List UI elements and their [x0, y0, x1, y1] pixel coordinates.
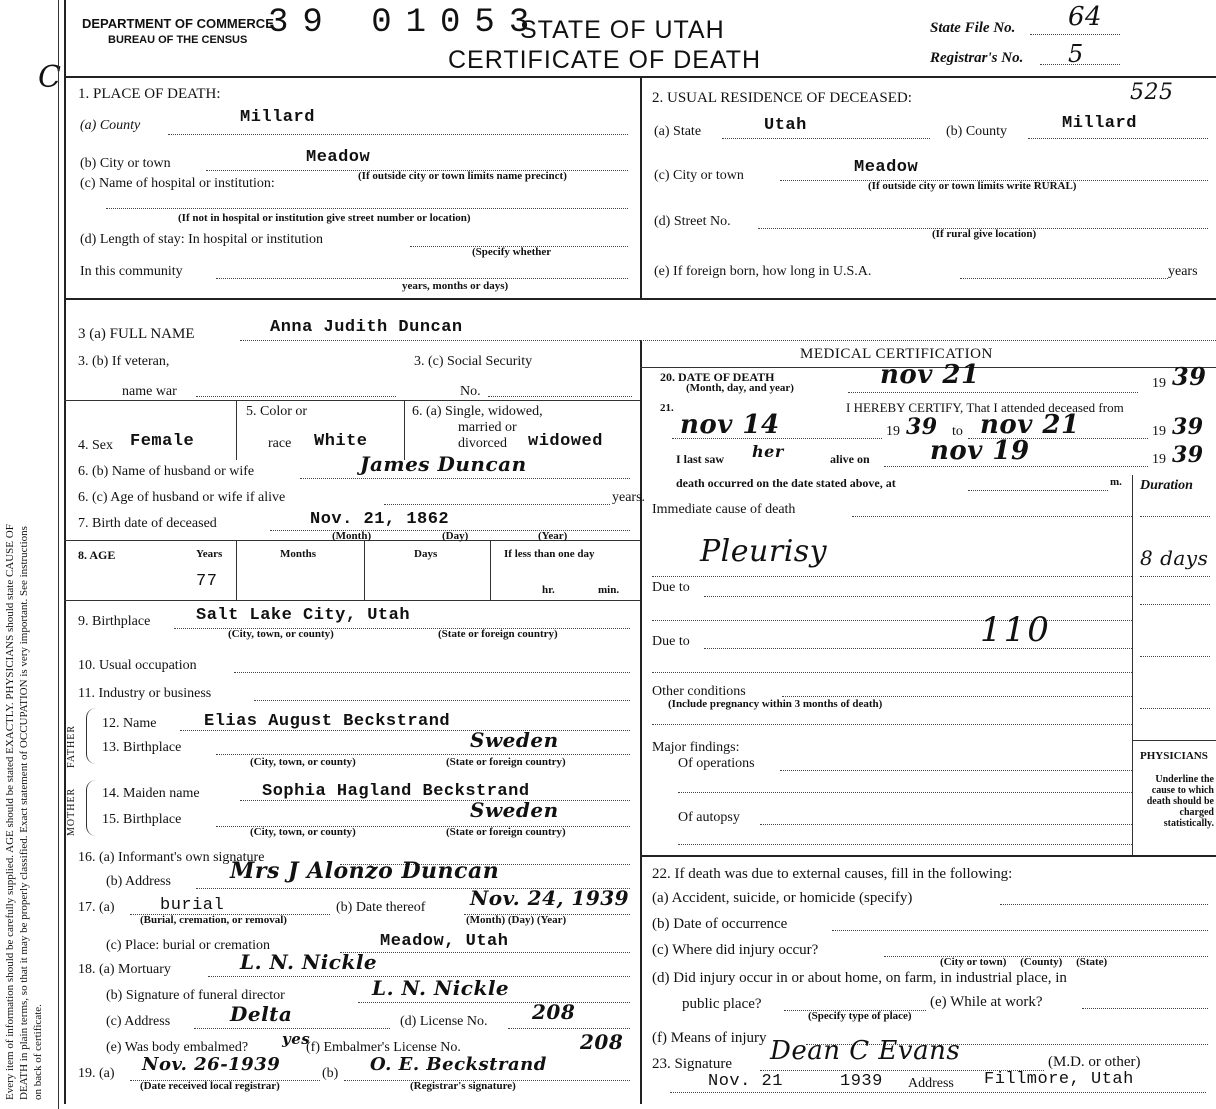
father-birth-label: 13. Birthplace — [102, 740, 182, 755]
mortuary-address: Delta — [230, 1002, 293, 1026]
registrar-signature: O. E. Beckstrand — [370, 1054, 547, 1075]
bureau-name: BUREAU OF THE CENSUS — [108, 34, 248, 46]
dod-year: 39 — [1172, 362, 1207, 391]
due-to-2: Due to — [652, 634, 690, 649]
cause-code: 110 — [980, 610, 1051, 650]
last-saw-label: I last saw — [676, 452, 725, 466]
month-note: (Month) — [332, 530, 372, 542]
state-country-note: (State or foreign country) — [438, 628, 558, 640]
signature-year: 1939 — [840, 1072, 883, 1091]
duration-label: Duration — [1140, 478, 1193, 493]
res-city-label: (c) City or town — [654, 168, 744, 183]
days-label: Days — [414, 548, 438, 560]
major-findings-label: Major findings: — [652, 740, 740, 755]
disposition: burial — [160, 896, 225, 915]
license-no: 208 — [532, 1000, 576, 1024]
residence-heading: 2. USUAL RESIDENCE OF DECEASED: — [652, 90, 912, 106]
physician-signature: Dean C Evans — [770, 1036, 961, 1066]
informant-address: Mrs J Alonzo Duncan — [230, 858, 500, 884]
underline-note: Underline the cause to which death should be charged statistically. — [1146, 774, 1214, 829]
ss-label: 3. (c) Social Security — [414, 354, 533, 369]
day-note: (Day) — [442, 530, 469, 542]
ss-no-label: No. — [460, 384, 481, 399]
physician-address: Fillmore, Utah — [984, 1070, 1134, 1089]
occupation-label: 10. Usual occupation — [78, 658, 197, 673]
cause-duration: 8 days — [1140, 546, 1209, 570]
marital-label-3: divorced — [458, 436, 507, 451]
county-label: (a) County — [80, 118, 141, 133]
stay-label: (d) Length of stay: In hospital or institution — [80, 232, 324, 247]
last-year-prefix: 19 — [1152, 452, 1166, 467]
sex: Female — [130, 432, 195, 451]
disposition-note: (Burial, cremation, or removal) — [140, 914, 287, 926]
father-state-note: (State or foreign country) — [446, 756, 566, 768]
immediate-cause-label: Immediate cause of death — [652, 502, 796, 517]
mother-state-note: (State or foreign country) — [446, 826, 566, 838]
dod-year-prefix: 19 — [1152, 376, 1166, 391]
other-conditions-note: (Include pregnancy within 3 months of death) — [668, 698, 883, 710]
external-d1: (d) Did injury occur in or about home, on farm, in industrial place, in — [652, 970, 1067, 986]
mother-birthplace: Sweden — [470, 798, 559, 822]
death-city: Meadow — [306, 148, 371, 167]
industry-label: 11. Industry or business — [78, 686, 212, 701]
year-note: (Year) — [538, 530, 568, 542]
ymd-note: years, months or days) — [402, 280, 509, 292]
color-label: 5. Color or — [246, 404, 308, 419]
attended-from: nov 14 — [680, 410, 780, 440]
received-note: (Date received local registrar) — [140, 1080, 280, 1092]
embalmed: yes — [282, 1030, 311, 1048]
license-label: (d) License No. — [400, 1014, 488, 1029]
dod-sub: (Month, day, and year) — [686, 382, 794, 394]
autopsy-label: Of autopsy — [678, 810, 740, 825]
father-name: Elias August Beckstrand — [204, 712, 451, 731]
alive-on-label: alive on — [830, 452, 870, 466]
marital-label-1: 6. (a) Single, widowed, — [412, 404, 543, 419]
cause-of-death: Pleurisy — [700, 534, 828, 569]
disposal-date-note: (Month) (Day) (Year) — [466, 914, 567, 926]
city-label: (b) City or town — [80, 156, 171, 171]
external-e: (e) While at work? — [930, 994, 1043, 1010]
margin-c-mark: C — [38, 60, 62, 95]
hospital-label: (c) Name of hospital or institution: — [80, 176, 275, 191]
stamp-number: 39 01053 — [268, 4, 544, 42]
from-year: 39 — [906, 414, 938, 440]
address2-label: (c) Address — [106, 1014, 171, 1029]
physicians-tag: PHYSICIANS — [1140, 750, 1208, 762]
mother-name: Sophia Hagland Beckstrand — [262, 782, 530, 801]
spouse-label: 6. (b) Name of husband or wife — [78, 464, 255, 479]
min-label: min. — [598, 584, 620, 596]
mortuary-label: 18. (a) Mortuary — [78, 962, 171, 977]
certify-num: 21. — [660, 402, 674, 414]
signature-label: 23. Signature — [652, 1056, 732, 1072]
other-conditions-label: Other conditions — [652, 684, 746, 699]
registrar-sig-note: (Registrar's signature) — [410, 1080, 516, 1092]
birthplace: Salt Lake City, Utah — [196, 606, 411, 625]
birthplace-label: 9. Birthplace — [78, 614, 151, 629]
father-city-note: (City, town, or county) — [250, 756, 356, 768]
to-year: 39 — [1172, 414, 1204, 440]
due-to-1: Due to — [652, 580, 690, 595]
external-a: (a) Accident, suicide, or homicide (specify) — [652, 890, 913, 906]
margin-instructions-3: on back of certificate. — [32, 1004, 44, 1100]
m-label: m. — [1110, 476, 1122, 488]
state-file-label: State File No. — [930, 20, 1016, 36]
external-c: (c) Where did injury occur? — [652, 942, 819, 958]
state-heading: STATE OF UTAH — [520, 16, 725, 44]
street-note: (If not in hospital or institution give street number or location) — [178, 212, 471, 224]
death-county: Millard — [240, 108, 315, 127]
city-county-note: (City, town, or county) — [228, 628, 334, 640]
spouse-age-label: 6. (c) Age of husband or wife if alive — [78, 490, 286, 505]
received-label: 19. (a) — [78, 1066, 115, 1081]
community-label: In this community — [80, 264, 183, 279]
certificate-title: CERTIFICATE OF DEATH — [448, 46, 762, 74]
death-occurred-label: death occurred on the date stated above, at — [676, 476, 896, 490]
hr-label: hr. — [542, 584, 555, 596]
full-name: Anna Judith Duncan — [270, 318, 463, 337]
father-bracket — [86, 708, 97, 764]
registrar-sig-label: (b) — [322, 1066, 339, 1081]
sex-label: 4. Sex — [78, 438, 113, 453]
registrar-no-label: Registrar's No. — [930, 50, 1024, 66]
place-heading: 1. PLACE OF DEATH: — [78, 86, 221, 102]
mother-tag: MOTHER — [66, 787, 77, 836]
from-year-prefix: 19 — [886, 424, 900, 439]
state-file-no: 64 — [1068, 2, 1103, 32]
certify-text: I HEREBY CERTIFY, That I attended deceased from — [846, 400, 1124, 415]
mother-city-note: (City, town, or county) — [250, 826, 356, 838]
mother-name-label: 14. Maiden name — [102, 786, 200, 801]
external-d2: public place? — [682, 996, 762, 1012]
res-city: Meadow — [854, 158, 919, 177]
address-label: Address — [908, 1076, 954, 1091]
mortuary: L. N. Nickle — [240, 950, 378, 974]
disposal-date: Nov. 24, 1939 — [470, 886, 630, 910]
spouse-age-years: years. — [612, 490, 646, 505]
medical-heading: MEDICAL CERTIFICATION — [800, 346, 993, 362]
birth-date: Nov. 21, 1862 — [310, 510, 450, 529]
last-saw-pronoun: her — [752, 442, 784, 461]
external-f: (f) Means of injury — [652, 1030, 767, 1046]
disposal-date-label: (b) Date thereof — [336, 900, 426, 915]
location-note: (If rural give location) — [932, 228, 1037, 240]
embalmer-license-label: (f) Embalmer's License No. — [306, 1040, 461, 1055]
dod-label: 20. DATE OF DEATH — [660, 370, 775, 384]
veteran-label: 3. (b) If veteran, — [78, 354, 170, 369]
father-birthplace: Sweden — [470, 728, 559, 752]
foreign-label: (e) If foreign born, how long in U.S.A. — [654, 264, 872, 279]
name-war-label: name war — [122, 384, 177, 399]
registrar-no: 5 — [1068, 40, 1084, 68]
md-other-label: (M.D. or other) — [1048, 1054, 1141, 1070]
age-label: 8. AGE — [78, 548, 116, 562]
res-state: Utah — [764, 116, 807, 135]
less-day-label: If less than one day — [504, 548, 595, 560]
funeral-director: L. N. Nickle — [372, 976, 510, 1000]
months-label: Months — [280, 548, 317, 560]
disposition-label: 17. (a) — [78, 900, 115, 915]
burial-place-label: (c) Place: burial or cremation — [106, 938, 271, 953]
res-county-label: (b) County — [946, 124, 1008, 139]
rural-note: (If outside city or town limits write RURAL) — [868, 180, 1077, 192]
age-years: 77 — [196, 572, 218, 591]
specify-note: (Specify whether — [472, 246, 552, 258]
foreign-years: years — [1168, 264, 1198, 279]
race: White — [314, 432, 368, 451]
dept-name: DEPARTMENT OF COMMERCE — [82, 16, 274, 31]
spouse-name: James Duncan — [360, 452, 527, 476]
marital-label-2: married or — [458, 420, 517, 435]
margin-instructions-1: Every item of information should be carefully supplied. AGE should be stated EXACTLY. PHYSICIANS should state CAUSE OF — [4, 524, 16, 1100]
received-date: Nov. 26-1939 — [142, 1054, 281, 1075]
informant-sig-label: 16. (a) Informant's own signature — [78, 850, 265, 865]
burial-place: Meadow, Utah — [380, 932, 509, 951]
street-label: (d) Street No. — [654, 214, 731, 229]
res-state-label: (a) State — [654, 124, 702, 139]
director-label: (b) Signature of funeral director — [106, 988, 285, 1003]
external-b: (b) Date of occurrence — [652, 916, 788, 932]
embalmed-label: (e) Was body embalmed? — [106, 1040, 249, 1055]
father-tag: FATHER — [66, 724, 77, 768]
attended-to: nov 21 — [980, 410, 1080, 440]
date-of-death: nov 21 — [880, 360, 980, 390]
city-county-state-note: (City or town) (County) (State) — [940, 956, 1108, 968]
signature-date: Nov. 21 — [708, 1072, 783, 1091]
embalmer-license: 208 — [580, 1030, 624, 1054]
informant-address-label: (b) Address — [106, 874, 171, 889]
external-heading: 22. If death was due to external causes, fill in the following: — [652, 866, 1013, 882]
operations-label: Of operations — [678, 756, 755, 771]
marital-status: widowed — [528, 432, 603, 451]
margin-number: 525 — [1130, 80, 1174, 105]
mother-birth-label: 15. Birthplace — [102, 812, 182, 827]
margin-instructions-2: DEATH in plain terms, so that it may be properly classified. Exact statement of OCCUPATION is very important. See instructions — [18, 526, 30, 1100]
specify-place-note: (Specify type of place) — [808, 1010, 912, 1022]
years-label: Years — [196, 548, 223, 560]
birth-date-label: 7. Birth date of deceased — [78, 516, 217, 531]
last-year: 39 — [1172, 442, 1204, 468]
mother-bracket — [86, 780, 97, 836]
full-name-label: 3 (a) FULL NAME — [78, 326, 195, 342]
to-year-prefix: 19 — [1152, 424, 1166, 439]
race-label: race — [268, 436, 292, 451]
to-label: to — [952, 424, 963, 439]
hospital-note: (If outside city or town limits name precinct) — [358, 170, 567, 182]
last-seen-date: nov 19 — [930, 436, 1030, 466]
father-name-label: 12. Name — [102, 716, 157, 731]
res-county: Millard — [1062, 114, 1137, 133]
